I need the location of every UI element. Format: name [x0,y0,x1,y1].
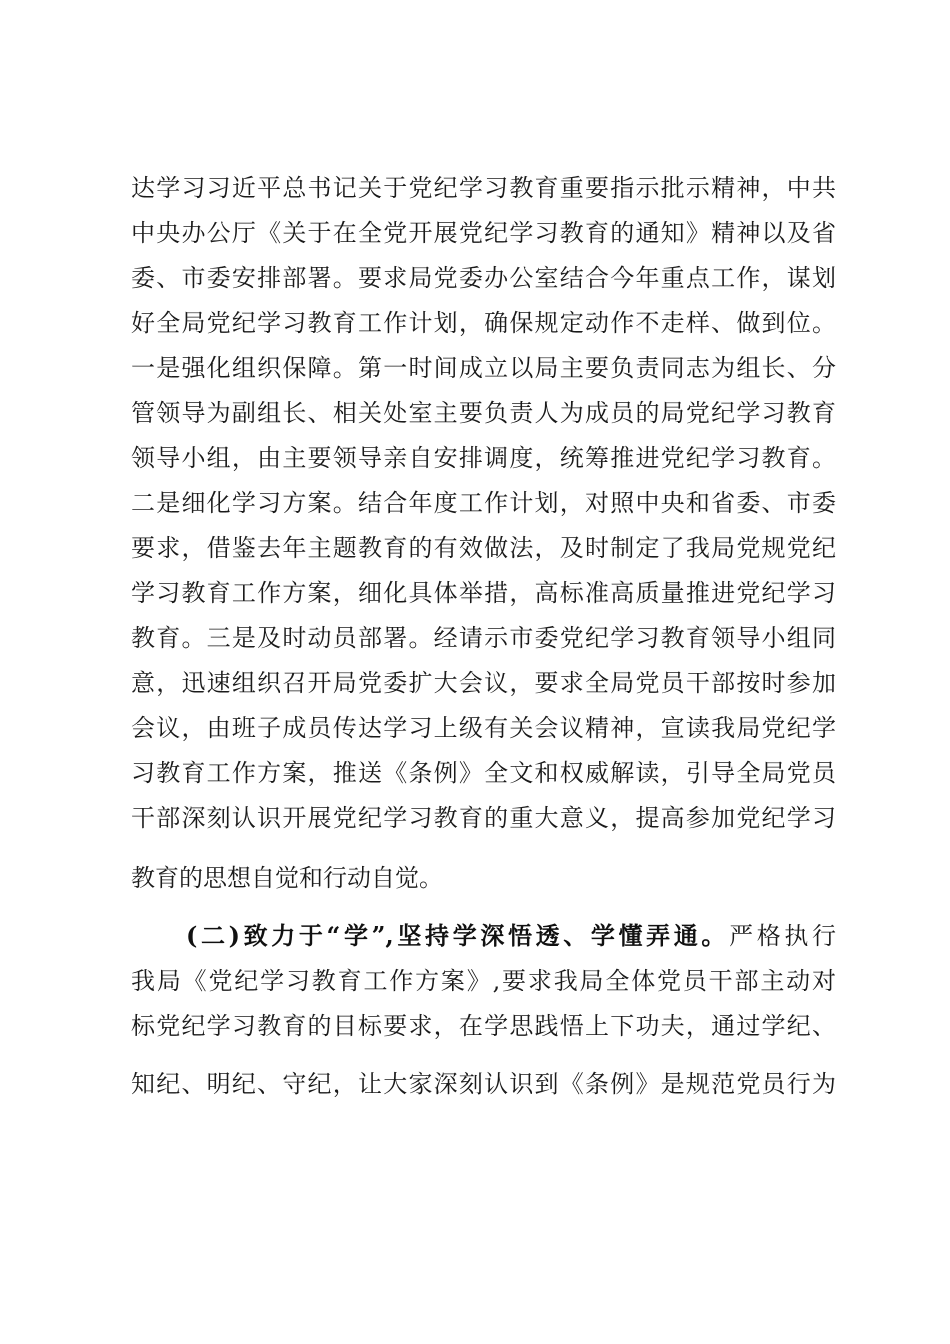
text-line: 管领导为副组长、相关处室主要负责人为成员的局党纪学习教育 [131,399,836,427]
text-line: 达学习习近平总书记关于党纪学习教育重要指示批示精神，中共 [131,174,836,202]
text-line: 教育的思想自觉和行动自觉。 [131,864,443,892]
text-line: 知纪、明纪、守纪，让大家深刻认识到《条例》是规范党员行为 [131,1070,836,1098]
heading-line-rest: 严格执行 [729,922,836,950]
text-line: 标党纪学习教育的目标要求，在学思践悟上下功夫，通过学纪、 [131,1012,836,1040]
section-heading-line [186,916,836,956]
text-line: 干部深刻认识开展党纪学习教育的重大意义，提高参加党纪学习 [131,804,836,832]
text-line: 会议，由班子成员传达学习上级有关会议精神，宣读我局党纪学 [131,714,836,742]
text-line: 意，迅速组织召开局党委扩大会议，要求全局党员干部按时参加 [131,669,836,697]
text-line: 习教育工作方案，推送《条例》全文和权威解读，引导全局党员 [131,759,836,787]
text-line: 好全局党纪学习教育工作计划，确保规定动作不走样、做到位。 [131,309,836,337]
text-line: 学习教育工作方案，细化具体举措，高标准高质量推进党纪学习 [131,579,836,607]
text-line: 二是细化学习方案。结合年度工作计划，对照中央和省委、市委 [131,489,836,517]
text-line: 要求，借鉴去年主题教育的有效做法，及时制定了我局党规党纪 [131,534,836,562]
text-line: 委、市委安排部署。要求局党委办公室结合今年重点工作，谋划 [131,264,836,292]
text-line: 我局《党纪学习教育工作方案》,要求我局全体党员干部主动对 [131,967,836,995]
text-line: 中央办公厅《关于在全党开展党纪学习教育的通知》精神以及省 [131,219,836,247]
text-line: 一是强化组织保障。第一时间成立以局主要负责同志为组长、分 [131,354,836,382]
text-line: 领导小组，由主要领导亲自安排调度，统筹推进党纪学习教育。 [131,444,836,472]
text-line: 教育。三是及时动员部署。经请示市委党纪学习教育领导小组同 [131,624,836,652]
section-heading: (二)致力于“学”,坚持学深悟透、学懂弄通。 [186,921,730,950]
